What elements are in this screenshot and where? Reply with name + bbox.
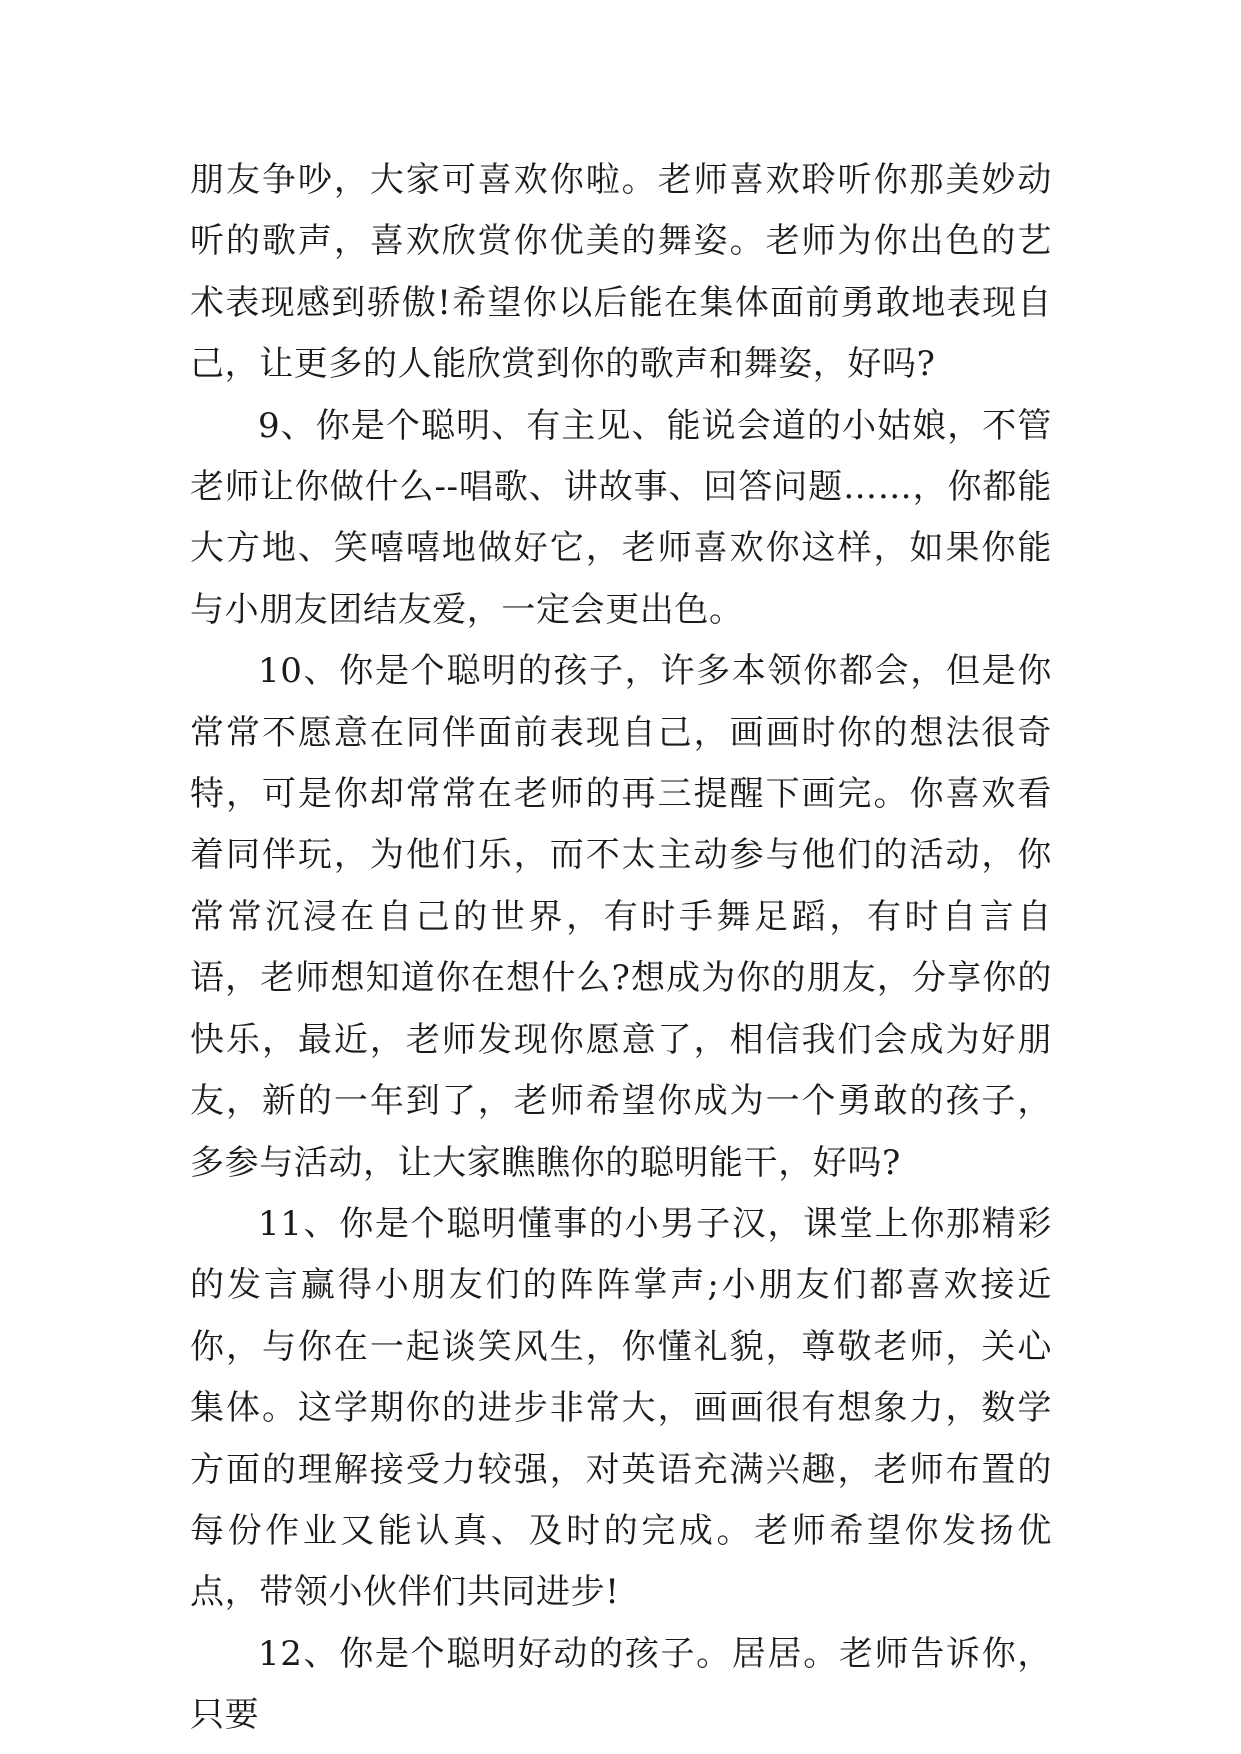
paragraph-item-11: 11、你是个聪明懂事的小男子汉，课堂上你那精彩的发言赢得小朋友们的阵阵掌声;小朋友们都喜欢接近你，与你在一起谈笑风生，你懂礼貌，尊敬老师，关心集体。这学期你的进步非常大，画画很有想象力，数学方面的理解接受力较强，对英语充满兴趣，老师布置的每份作业又能认真、及时的完成。老师希望你发扬优点，带领小伙伴们共同进步!	[190, 1203, 1052, 1613]
document-body	[190, 150, 1052, 1747]
paragraph-item-9: 9、你是个聪明、有主见、能说会道的小姑娘，不管老师让你做什么--唱歌、讲故事、回答问题……，你都能大方地、笑嘻嘻地做好它，老师喜欢你这样，如果你能与小朋友团结友爱，一定会更出色。	[190, 405, 1052, 630]
paragraph-continuation: 朋友争吵，大家可喜欢你啦。老师喜欢聆听你那美妙动听的歌声，喜欢欣赏你优美的舞姿。老师为你出色的艺术表现感到骄傲!希望你以后能在集体面前勇敢地表现自己，让更多的人能欣赏到你的歌声和舞姿，好吗?	[190, 160, 1052, 385]
paragraph-item-10: 10、你是个聪明的孩子，许多本领你都会，但是你常常不愿意在同伴面前表现自己，画画时你的想法很奇特，可是你却常常在老师的再三提醒下画完。你喜欢看着同伴玩，为他们乐，而不太主动参与他们的活动，你常常沉浸在自己的世界，有时手舞足蹈，有时自言自语，老师想知道你在想什么?想成为你的朋友，分享你的快乐，最近，老师发现你愿意了，相信我们会成为好朋友，新的一年到了，老师希望你成为一个勇敢的孩子，多参与活动，让大家瞧瞧你的聪明能干，好吗?	[190, 651, 1052, 1183]
paragraph-item-12: 12、你是个聪明好动的孩子。居居。老师告诉你，只要	[190, 1633, 1052, 1736]
